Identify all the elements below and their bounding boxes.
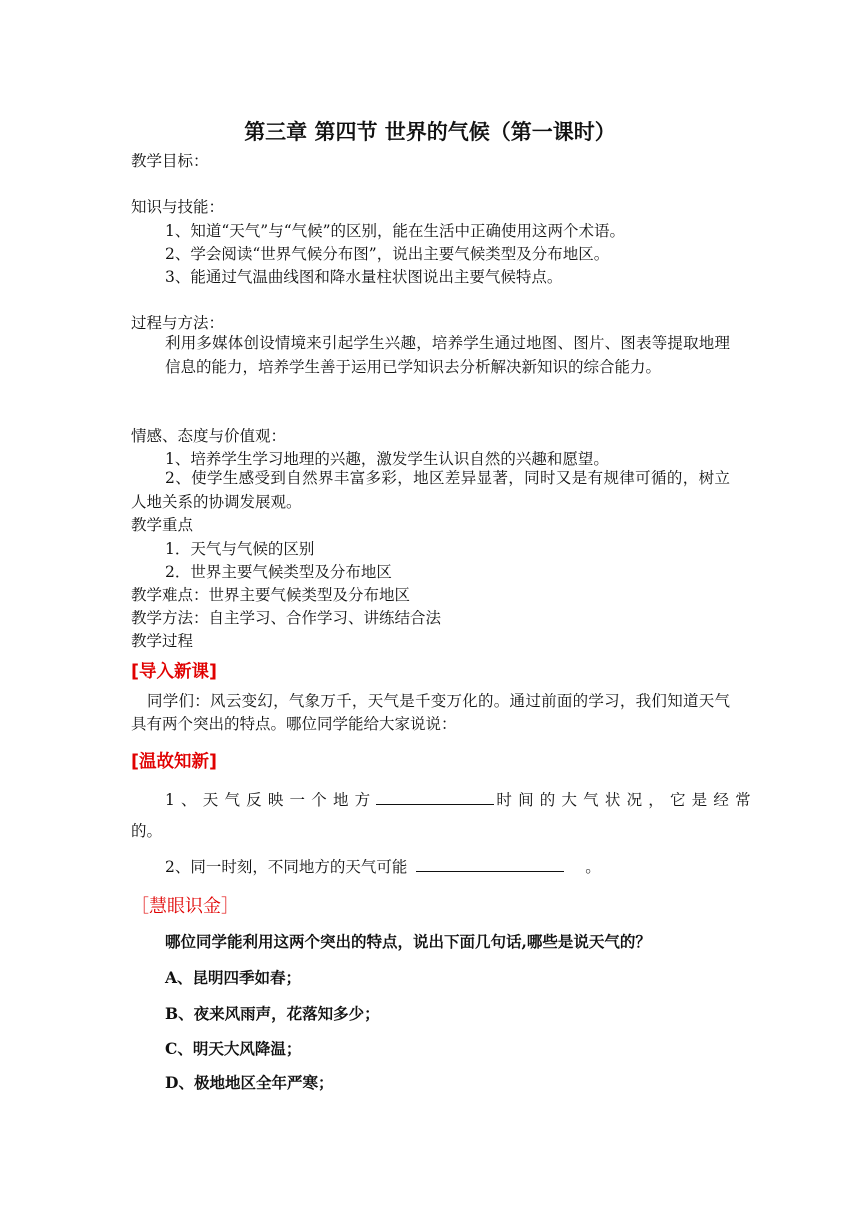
emotion-item: 1、培养学生学习地理的兴趣，激发学生认识自然的兴趣和愿望。	[165, 450, 609, 468]
review-q2-text-a: 2、同一时刻，不同地方的天气可能	[165, 858, 408, 876]
answer-blank-1[interactable]	[376, 789, 494, 805]
intro-heading: [导入新课]	[131, 662, 217, 682]
intro-text: 同学们：风云变幻，气象万千，天气是千变万化的。通过前面的学习，我们知道天气具有两个突出的特点。哪位同学能给大家说说：	[131, 692, 730, 733]
knowledge-item: 3、能通过气温曲线图和降水量柱状图说出主要气候特点。	[165, 268, 563, 286]
review-q2-text-b: 。	[585, 858, 601, 876]
quiz-option: C、明天大风降温；	[165, 1039, 302, 1058]
goals-heading: 教学目标：	[131, 152, 209, 170]
knowledge-heading: 知识与技能：	[131, 198, 225, 216]
quiz-heading: ［慧眼识金］	[131, 896, 239, 917]
page-title: 第三章 第四节 世界的气候（第一课时）	[244, 120, 616, 144]
review-question-1	[165, 789, 757, 811]
quiz-option: D、极地地区全年严寒；	[165, 1073, 334, 1092]
process-heading: 过程与方法：	[131, 314, 225, 332]
knowledge-item: 2、学会阅读“世界气候分布图”，说出主要气候类型及分布地区。	[165, 245, 610, 263]
review-q1-text-b: 时间的大气状况，它是经常	[496, 791, 757, 809]
review-question-2	[165, 856, 601, 878]
key-point-item: 2．世界主要气候类型及分布地区	[165, 563, 392, 581]
key-points-heading: 教学重点	[131, 516, 194, 534]
method-line: 教学方法：自主学习、合作学习、讲练结合法	[131, 609, 442, 627]
process-text: 利用多媒体创设情境来引起学生兴趣，培养学生通过地图、图片、图表等提取地理信息的能力，培养学生善于运用已学知识去分析解决新知识的综合能力。	[165, 334, 730, 376]
knowledge-item: 1、知道“天气”与“气候”的区别，能在生活中正确使用这两个术语。	[165, 222, 626, 240]
emotion-heading: 情感、态度与价值观：	[131, 427, 287, 445]
emotion-item: 2、使学生感受到自然界丰富多彩，地区差异显著，同时又是有规律可循的，树立人地关系的协调发展观。	[131, 469, 730, 511]
key-point-item: 1．天气与气候的区别	[165, 540, 315, 558]
answer-blank-2[interactable]	[416, 856, 564, 872]
quiz-question: 哪位同学能利用这两个突出的特点，说出下面几句话,哪些是说天气的？	[165, 932, 651, 951]
difficulty-line: 教学难点：世界主要气候类型及分布地区	[131, 586, 411, 604]
review-heading: [温故知新]	[131, 752, 217, 772]
process-flow-heading: 教学过程	[131, 632, 194, 650]
review-q1-text-a: 1、天气反映一个地方	[165, 791, 377, 809]
quiz-option: A、昆明四季如春；	[165, 968, 302, 987]
review-q1-continued: 的。	[131, 822, 163, 840]
quiz-option: B、夜来风雨声，花落知多少；	[165, 1004, 380, 1023]
